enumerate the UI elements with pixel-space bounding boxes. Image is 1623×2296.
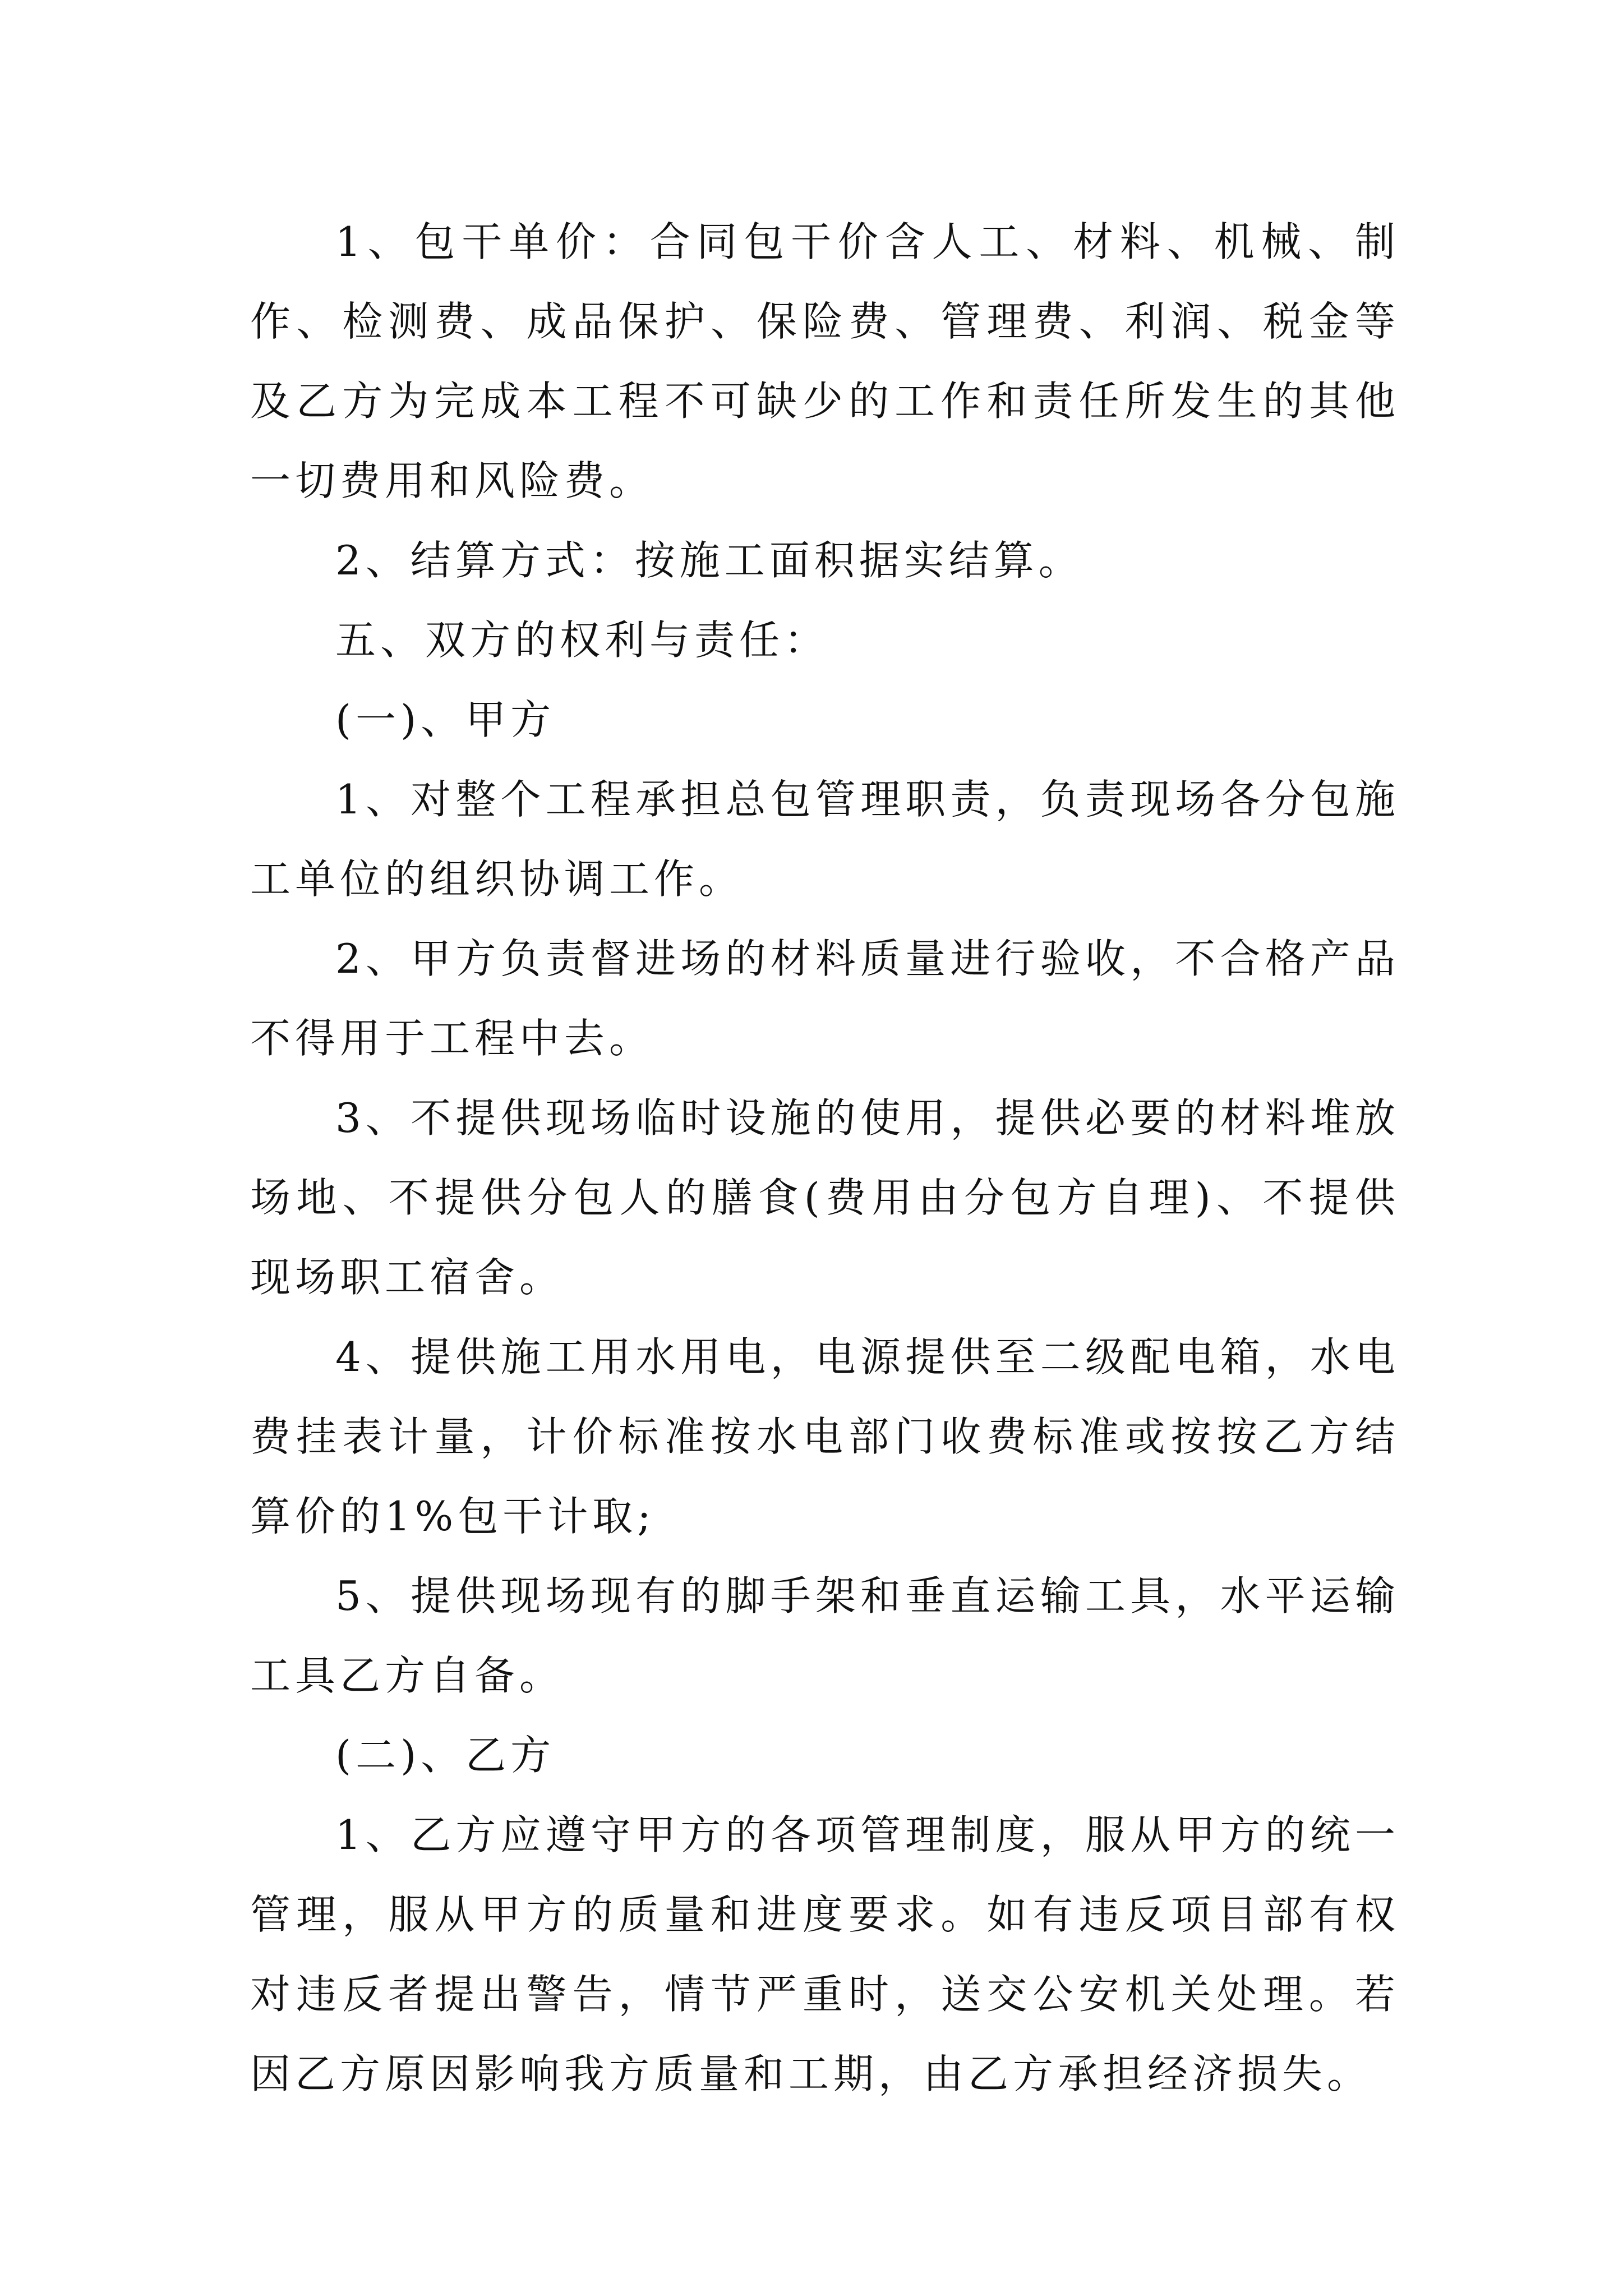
subsection-heading-party-a: (一)、甲方 (335, 696, 556, 743)
subsection-heading-party-b: (二)、乙方 (335, 1732, 556, 1779)
paragraph-party-b-item-1: 1、乙方应遵守甲方的各项管理制度，服从甲方的统一管理，服从甲方的质量和进度要求。如有违反项目部有权对违反者提出警告，情节严重时，送交公安机关处理。若因乙方原因影响我方质量和工期，由乙方承担经济损失。 (250, 1811, 1400, 2097)
paragraph-party-a-item-3: 3、不提供现场临时设施的使用，提供必要的材料堆放场地、不提供分包人的膳食(费用由分包方自理)、不提供现场职工宿舍。 (250, 1094, 1400, 1301)
paragraph-party-a-item-4: 4、提供施工用水用电，电源提供至二级配电箱，水电费挂表计量，计价标准按水电部门收费标准或按按乙方结算价的1%包干计取; (250, 1333, 1400, 1540)
document-body (250, 202, 1400, 2114)
paragraph-settlement: 2、结算方式：按施工面积据实结算。 (335, 537, 1083, 584)
paragraph-party-a-item-1: 1、对整个工程承担总包管理职责，负责现场各分包施工单位的组织协调工作。 (250, 776, 1400, 903)
paragraph-party-a-item-2: 2、甲方负责督进场的材料质量进行验收，不合格产品不得用于工程中去。 (250, 935, 1400, 1062)
paragraph-pricing: 1、包干单价：合同包干价含人工、材料、机械、制作、检测费、成品保护、保险费、管理费、利润、税金等及乙方为完成本工程不可缺少的工作和责任所发生的其他一切费用和风险费。 (250, 218, 1400, 504)
section-heading-rights: 五、双方的权利与责任： (335, 616, 829, 664)
paragraph-party-a-item-5: 5、提供现场现有的脚手架和垂直运输工具，水平运输工具乙方自备。 (250, 1572, 1400, 1699)
